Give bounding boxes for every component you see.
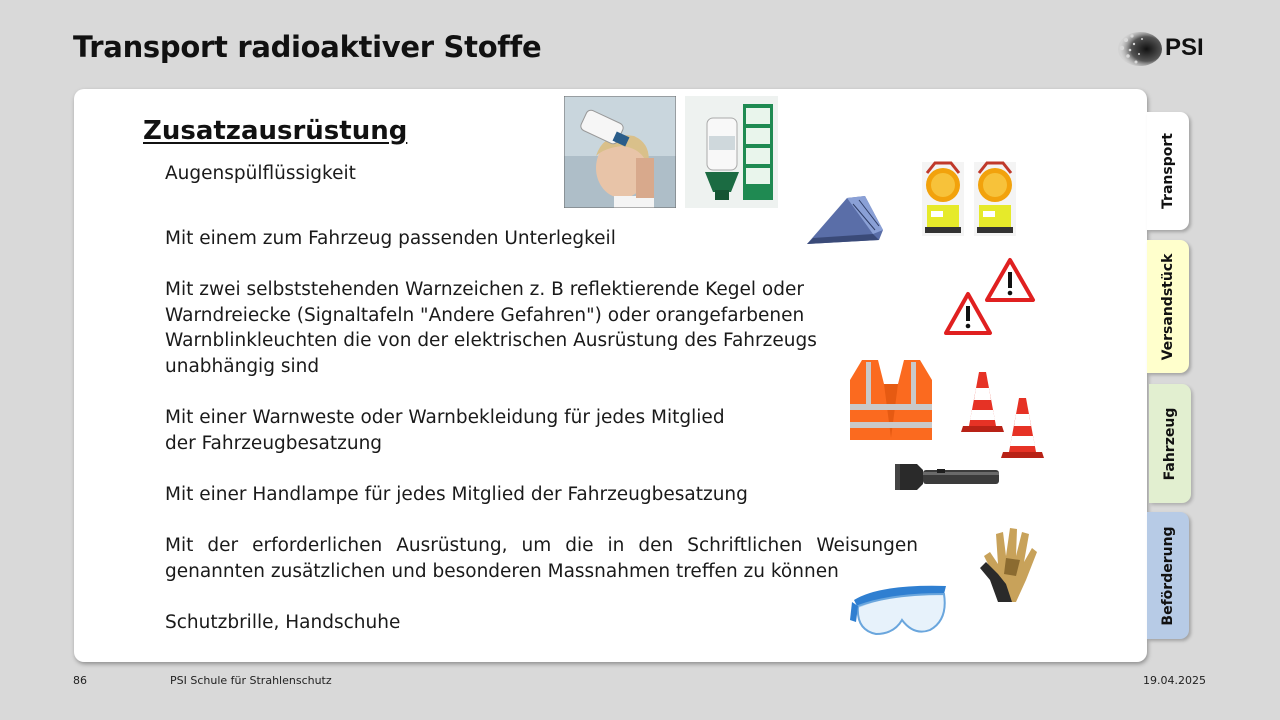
wheel-chock-icon (803, 190, 887, 250)
safety-goggles-icon (850, 576, 950, 642)
tab-versandstueck-label: Versandstück (1160, 253, 1176, 360)
slide-title: Transport radioaktiver Stoffe (73, 30, 542, 64)
tab-befoerderung-label: Beförderung (1160, 525, 1176, 626)
tab-transport[interactable] (1147, 112, 1189, 230)
list-item: Augenspülflüssigkeit (165, 163, 356, 184)
psi-logo-text: PSI (1165, 34, 1204, 61)
eye-wash-photo-icon (564, 96, 676, 208)
list-item: Mit zwei selbststehenden Warnzeichen z. B reflektierende Kegel oder Warndreiecke (Signaltafeln "Andere Gefahren") oder orangefarbenen Warnblinkleuchten die von der elektrischen Ausrüstung des Fahrzeugs unabhängig sind (165, 279, 817, 377)
warning-triangles-icon (942, 257, 1036, 337)
warning-lamps-icon (921, 161, 1017, 237)
flashlight-icon (893, 460, 1005, 494)
tab-fahrzeug[interactable] (1149, 384, 1191, 503)
safety-vest-icon (848, 358, 934, 442)
work-gloves-icon (976, 522, 1040, 606)
list-item: Mit einer Warnweste oder Warnbekleidung für jedes Mitglied der Fahrzeugbesatzung (165, 407, 725, 454)
list-item: Mit der erforderlichen Ausrüstung, um die in den Schriftlichen Weisungen genannten zusätzlichen und besonderen Massnahmen treffen zu können (165, 535, 918, 582)
traffic-cones-icon (960, 370, 1044, 460)
list-item: Mit einem zum Fahrzeug passenden Unterlegkeil (165, 228, 616, 249)
tab-fahrzeug-label: Fahrzeug (1162, 407, 1178, 480)
footer-organization: PSI Schule für Strahlenschutz (170, 674, 332, 687)
tab-transport-label: Transport (1160, 133, 1176, 209)
tab-befoerderung[interactable] (1147, 512, 1189, 639)
page-number: 86 (73, 674, 87, 687)
list-item: Mit einer Handlampe für jedes Mitglied der Fahrzeugbesatzung (165, 484, 748, 505)
list-item: Schutzbrille, Handschuhe (165, 612, 401, 633)
section-title: Zusatzausrüstung (143, 116, 408, 146)
tab-versandstueck[interactable] (1147, 240, 1189, 373)
footer-date: 19.04.2025 (1143, 674, 1206, 687)
eye-wash-station-icon (685, 96, 778, 208)
